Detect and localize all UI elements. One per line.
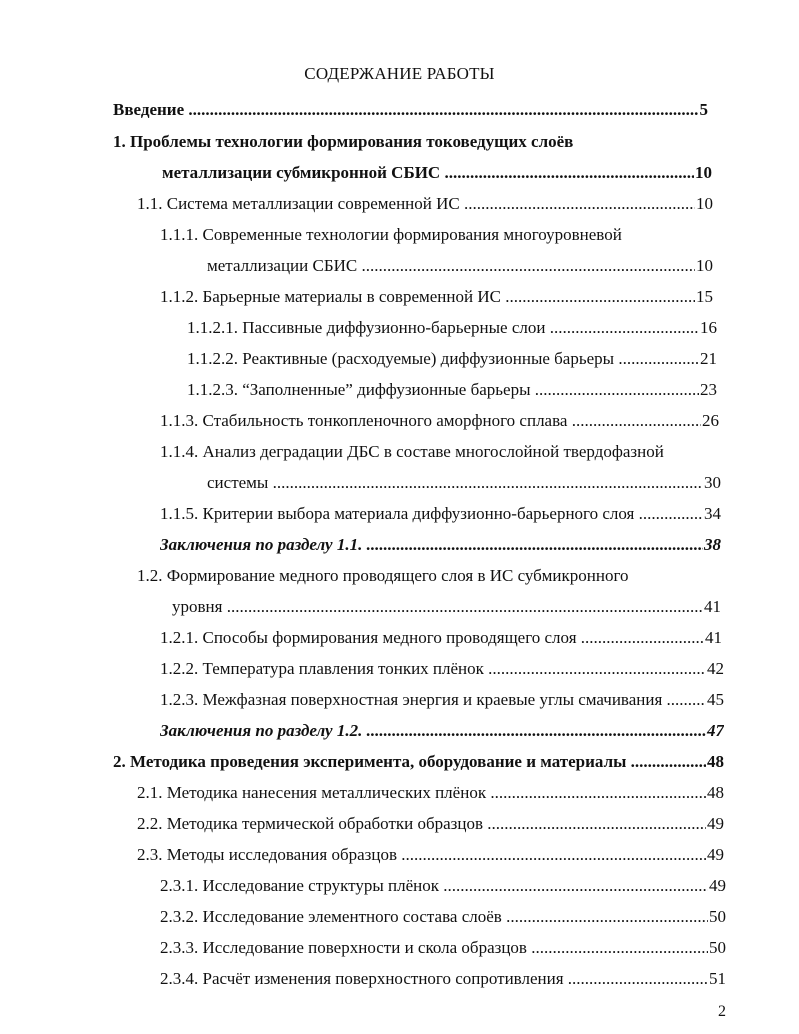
toc-entry-title: 1.1.1. Современные технологии формирования многоуровневой xyxy=(160,225,622,244)
toc-entry xyxy=(187,347,717,371)
toc-entry xyxy=(207,471,721,495)
toc-entry xyxy=(160,285,713,309)
toc-entry-title: 1.1.2.1. Пассивные диффузионно-барьерные слои ..... xyxy=(187,318,717,337)
toc-entry-page: 10 xyxy=(695,254,713,278)
toc-entry xyxy=(160,688,724,712)
toc-entry xyxy=(160,936,726,960)
toc-entry-page: 49 xyxy=(706,843,724,867)
toc-entry-page: 21 xyxy=(699,347,717,371)
toc-entry-page: 34 xyxy=(703,502,721,526)
toc-entry-title: уровня ..... xyxy=(172,597,721,616)
toc-entry xyxy=(162,161,712,185)
toc-entry-page: 51 xyxy=(708,967,726,991)
toc-entry xyxy=(113,750,724,774)
toc-entry xyxy=(137,192,713,216)
toc-entry-page: 26 xyxy=(701,409,719,433)
toc-entry xyxy=(160,905,726,929)
toc-entry-title: 2.3.4. Расчёт изменения поверхностного сопротивления ..... xyxy=(160,969,726,988)
toc-entry xyxy=(113,98,708,122)
toc-entry-page: 41 xyxy=(704,626,722,650)
toc-entry-title: 1.1.3. Стабильность тонкопленочного аморфного сплава ..... xyxy=(160,411,719,430)
toc-entry-title: 2.3.2. Исследование элементного состава слоёв ..... xyxy=(160,907,726,926)
toc-entry-page: 5 xyxy=(699,98,709,122)
toc-entry-title: 1.2. Формирование медного проводящего слоя в ИС субмикронного xyxy=(137,566,629,585)
toc-entry xyxy=(160,223,713,247)
toc-entry xyxy=(137,843,724,867)
toc-entry-page: 42 xyxy=(706,657,724,681)
toc-entry xyxy=(160,409,719,433)
toc-entry xyxy=(160,657,724,681)
toc-entry-page: 50 xyxy=(708,936,726,960)
toc-entry-page: 16 xyxy=(699,316,717,340)
toc-entry-page: 15 xyxy=(695,285,713,309)
toc-entry xyxy=(172,595,721,619)
toc-entry-page: 50 xyxy=(708,905,726,929)
toc-entry-title: 1.1.2. Барьерные материалы в современной ИС ..... xyxy=(160,287,713,306)
toc-entry xyxy=(160,440,719,464)
toc-entry-page: 23 xyxy=(699,378,717,402)
toc-entry xyxy=(187,378,717,402)
page-number: 2 xyxy=(718,1003,726,1020)
toc-entry-page: 49 xyxy=(706,812,724,836)
toc-entry-title: 2. Методика проведения эксперимента, оборудование и материалы ..... xyxy=(113,752,724,771)
toc-entry-title: 1.2.3. Межфазная поверхностная энергия и краевые углы смачивания ..... xyxy=(160,690,724,709)
toc-entry-page: 47 xyxy=(706,719,724,743)
toc-entry xyxy=(113,130,708,154)
toc-entry-title: 2.3. Методы исследования образцов ..... xyxy=(137,845,724,864)
toc-entry xyxy=(160,874,726,898)
toc-entry-title: 2.3.3. Исследование поверхности и скола образцов ..... xyxy=(160,938,726,957)
toc-entry-title: 1.2.1. Способы формирования медного проводящего слоя ..... xyxy=(160,628,722,647)
toc-entry-title: металлизации субмикронной СБИС ..... xyxy=(162,163,712,182)
toc-entry-page: 48 xyxy=(706,781,724,805)
toc-entry xyxy=(160,719,724,743)
toc-entry xyxy=(137,781,724,805)
toc-entry-page: 38 xyxy=(703,533,721,557)
toc-entry-page: 41 xyxy=(703,595,721,619)
toc-entry-page: 45 xyxy=(706,688,724,712)
toc-entry xyxy=(160,502,721,526)
toc-entry-title: 1.2.2. Температура плавления тонких плёнок ..... xyxy=(160,659,724,678)
toc-entry xyxy=(207,254,713,278)
toc-entry-title: Заключения по разделу 1.2. ..... xyxy=(160,721,724,740)
toc-entry xyxy=(160,533,721,557)
toc-entry-page: 49 xyxy=(708,874,726,898)
toc-entry-page: 10 xyxy=(694,161,712,185)
toc-entry-title: 1.1.5. Критерии выбора материала диффузионно-барьерного слоя ..... xyxy=(160,504,721,523)
toc-entry-title: 1. Проблемы технологии формирования токоведущих слоёв xyxy=(113,132,574,151)
toc-entry xyxy=(137,564,721,588)
toc-entry-title: 1.1.2.3. “Заполненные” диффузионные барьеры ..... xyxy=(187,380,717,399)
toc-entry xyxy=(160,967,726,991)
toc-entry-title: Заключения по разделу 1.1. ..... xyxy=(160,535,721,554)
toc-entry-title: 2.1. Методика нанесения металлических плёнок ..... xyxy=(137,783,724,802)
toc-entry-title: 1.1. Система металлизации современной ИС ..... xyxy=(137,194,713,213)
toc-entry-title: 1.1.4. Анализ деградации ДБС в составе многослойной твердофазной xyxy=(160,442,664,461)
toc-entry xyxy=(187,316,717,340)
toc-entry xyxy=(160,626,722,650)
toc-entry-title: системы ..... xyxy=(207,473,721,492)
toc-entry-page: 30 xyxy=(703,471,721,495)
toc-entry-title: 2.2. Методика термической обработки образцов ..... xyxy=(137,814,724,833)
page-title: СОДЕРЖАНИЕ РАБОТЫ xyxy=(304,64,495,83)
toc-entry xyxy=(137,812,724,836)
toc-entry-page: 48 xyxy=(706,750,724,774)
toc-entry-title: 2.3.1. Исследование структуры плёнок ..... xyxy=(160,876,726,895)
toc-entry-title: 1.1.2.2. Реактивные (расходуемые) диффузионные барьеры ..... xyxy=(187,349,717,368)
toc-entry-title: Введение ..... xyxy=(113,100,708,119)
toc-entry-page: 10 xyxy=(695,192,713,216)
toc-entry-title: металлизации СБИС ..... xyxy=(207,256,713,275)
